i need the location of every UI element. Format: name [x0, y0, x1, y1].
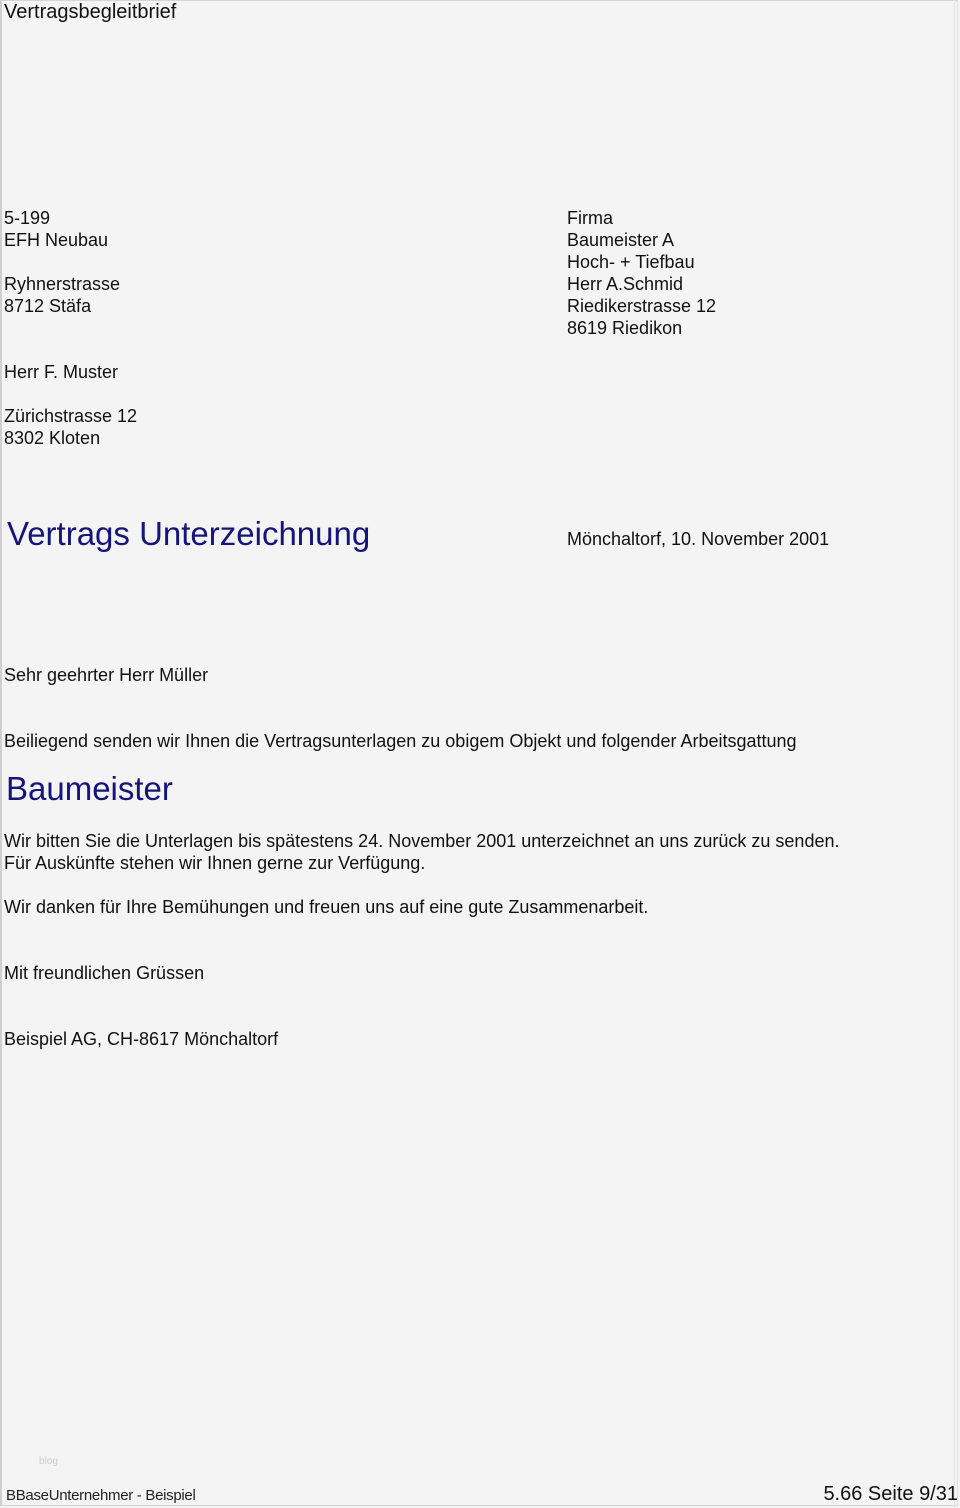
- place-date: Mönchaltorf, 10. November 2001: [567, 529, 830, 549]
- letter-subject: Vertrags Unterzeichnung: [7, 515, 371, 552]
- document-header-title: Vertragsbegleitbrief: [4, 1, 177, 23]
- recipient-line-street: Riedikerstrasse 12: [567, 296, 717, 316]
- sender-company: Beispiel AG, CH-8617 Mönchaltorf: [4, 1029, 279, 1049]
- recipient-line-city: 8619 Riedikon: [567, 318, 683, 338]
- recipient-line-person: Herr A.Schmid: [567, 274, 684, 294]
- work-type-heading: Baumeister: [6, 770, 173, 807]
- body-request-line: Wir bitten Sie die Unterlagen bis spätestens 24. November 2001 unterzeichnet an uns zurück zu senden.: [4, 831, 840, 851]
- contact-street: Zürichstrasse 12: [4, 406, 138, 426]
- contact-city: 8302 Kloten: [4, 428, 101, 448]
- project-number: 5-199: [4, 208, 51, 228]
- project-city: 8712 Stäfa: [4, 296, 92, 316]
- thanks-paragraph: Wir danken für Ihre Bemühungen und freuen uns auf eine gute Zusammenarbeit.: [4, 897, 649, 917]
- closing-greeting: Mit freundlichen Grüssen: [4, 963, 205, 983]
- page-edge-rule: [954, 0, 955, 1508]
- intro-paragraph: Beiliegend senden wir Ihnen die Vertragsunterlagen zu obigem Objekt und folgender Arbeitsgattung: [4, 731, 797, 751]
- footer-page-number: 5.66 Seite 9/31: [823, 1483, 958, 1505]
- recipient-line-company: Baumeister A: [567, 230, 675, 250]
- project-name: EFH Neubau: [4, 230, 109, 250]
- recipient-line-company-type: Firma: [567, 208, 613, 228]
- salutation: Sehr geehrter Herr Müller: [4, 665, 209, 685]
- footer-program-name: BBaseUnternehmer - Beispiel: [6, 1487, 196, 1504]
- body-info-line: Für Auskünfte stehen wir Ihnen gerne zur Verfügung.: [4, 853, 426, 873]
- project-street: Ryhnerstrasse: [4, 274, 121, 294]
- watermark-text: blog: [39, 1456, 58, 1467]
- contact-name: Herr F. Muster: [4, 362, 119, 382]
- recipient-line-division: Hoch- + Tiefbau: [567, 252, 695, 272]
